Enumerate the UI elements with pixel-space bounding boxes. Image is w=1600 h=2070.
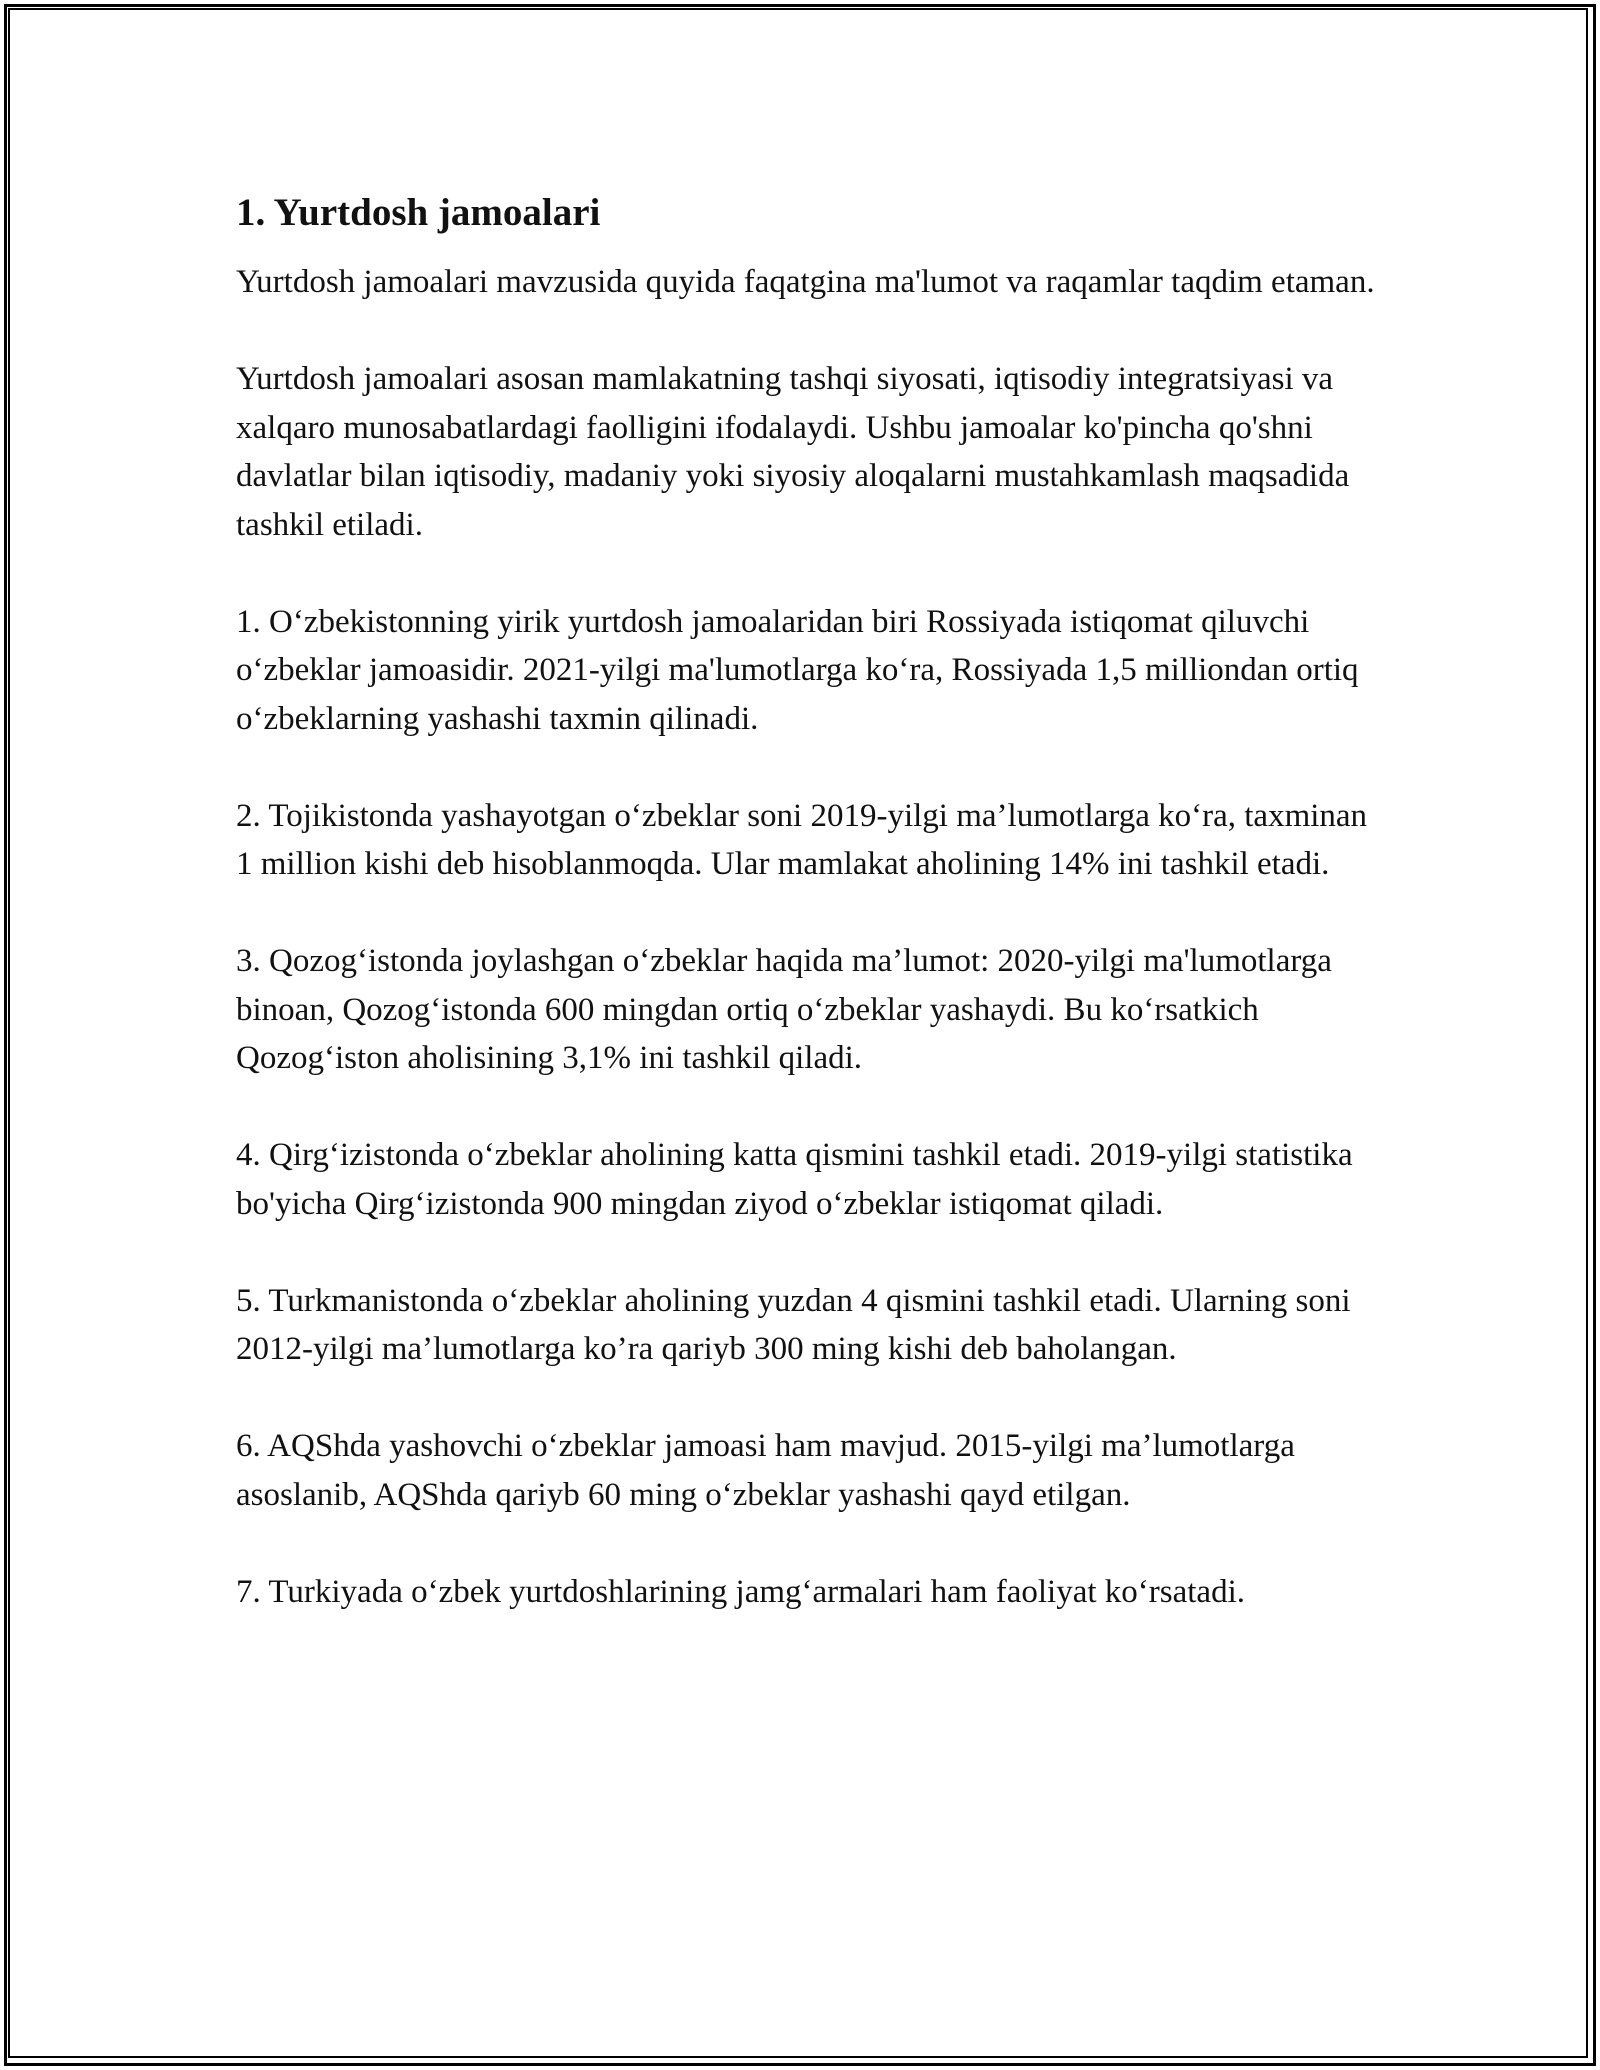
list-item-usa: 6. AQShda yashovchi o‘zbeklar jamoasi ham mavjud. 2015-yilgi ma’lumotlarga asoslanib, AQShda qariyb 60 ming o‘zbeklar yashashi qayd etilgan.: [236, 1428, 1295, 1513]
list-item-tajikistan: 2. Tojikistonda yashayotgan o‘zbeklar soni 2019-yilgi ma’lumotlarga ko‘ra, taxminan 1 million kishi deb hisoblanmoqda. Ular mamlakat aholining 14% ini tashkil etadi.: [236, 797, 1368, 882]
list-item-russia: 1. O‘zbekistonning yirik yurtdosh jamoalaridan biri Rossiyada istiqomat qiluvchi o‘zbeklar jamoasidir. 2021-yilgi ma'lumotlarga ko‘ra, Rossiyada 1,5 milliondan ortiq o‘zbeklarning yashashi taxmin qilinadi.: [236, 603, 1359, 737]
list-item-turkey: 7. Turkiyada o‘zbek yurtdoshlarining jamg‘armalari ham faoliyat ko‘rsatadi.: [236, 1573, 1245, 1610]
list-item-kyrgyzstan: 4. Qirg‘izistonda o‘zbeklar aholining katta qismini tashkil etadi. 2019-yilgi statistika bo'yicha Qirg‘izistonda 900 mingdan ziyod o‘zbeklar istiqomat qiladi.: [236, 1137, 1353, 1222]
list-item-kazakhstan: 3. Qozog‘istonda joylashgan o‘zbeklar haqida ma’lumot: 2020-yilgi ma'lumotlarga binoan, Qozog‘istonda 600 mingdan ortiq o‘zbeklar yashaydi. Bu ko‘rsatkich Qozog‘iston aholisining 3,1% ini tashkil qiladi.: [236, 943, 1332, 1076]
overview-paragraph: Yurtdosh jamoalari asosan mamlakatning tashqi siyosati, iqtisodiy integratsiyasi va xalqaro munosabatlardagi faolligini ifodalaydi. Ushbu jamoalar ko'pincha qo'shni davlatlar bilan iqtisodiy, madaniy yoki siyosiy aloqalarni mustahkamlash maqsadida tashkil etiladi.: [236, 361, 1350, 543]
intro-paragraph: Yurtdosh jamoalari mavzusida quyida faqatgina ma'lumot va raqamlar taqdim etaman.: [236, 264, 1375, 300]
document-body: [236, 186, 1386, 1616]
document-title: 1. Yurtdosh jamoalari: [236, 191, 601, 234]
list-item-turkmenistan: 5. Turkmanistonda o‘zbeklar aholining yuzdan 4 qismini tashkil etadi. Ularning soni 2012-yilgi ma’lumotlarga ko’ra qariyb 300 ming kishi deb baholangan.: [236, 1282, 1351, 1367]
